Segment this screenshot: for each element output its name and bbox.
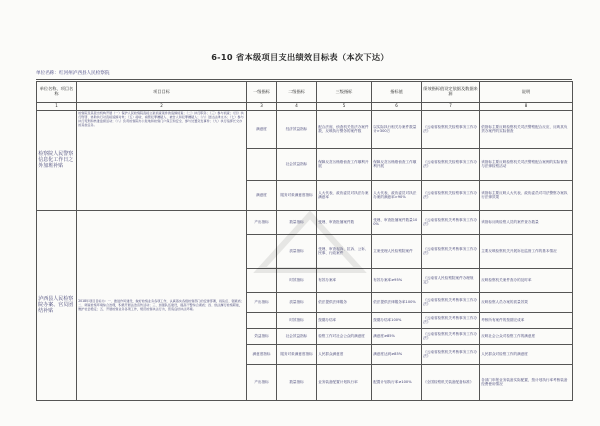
note-cell: 该指标反映检察人员的案件查办数量 [480,210,573,234]
value-cell: 受理、审查批捕案件数量100% [372,210,422,234]
basis-cell: 《云南省检察机关检察事务工作办法》 [422,180,480,210]
level3-cell: 配合法庭、侦查机关依法办案件数，反映执行警务的案件数 [317,110,372,148]
note-cell: 反映检察机关案件查办的及时率 [480,268,573,292]
note-cell: 反映社会公众对检察工作的满意度 [480,328,573,344]
value-cell: 有效办案率≥95% [372,268,422,292]
unit-underline [36,79,572,80]
basis-cell: 《云南省检察机关考核事务工作办法》 [422,292,480,312]
note-cell: 反映检察人员办案的质量效果 [480,292,573,312]
value-cell: 保障反贪污贿赂侦查工作顺利开展 [372,148,422,180]
performance-target-table [36,81,573,401]
project2-name: 泸西县人民检察院办案、官员团结补贴 [37,210,77,400]
unit-name: 单位名称：红河州泸西县人民检察院 [36,71,110,76]
value-cell: 满意度达到≥85% [372,344,422,364]
table-row [37,210,573,234]
level3-cell: 有效办案率 [317,268,372,292]
note-cell: 该指标主要反映人大代表、政协委员对司法警察办案执行法律效果 [480,180,573,210]
index-cell: 6 [372,102,422,110]
basis-cell: 《云南省检察机关检察事务工作办法》 [422,110,480,148]
level1-cell [247,148,277,180]
basis-cell: 《云南省人民检察院案件办理规定》 [422,268,480,292]
basis-cell: 《云南省检察机关考核事务工作办法》 [422,210,480,234]
project2-goal: 2018年项目目标为：一、推进作风建设，做好检察业务各项工作，认真落实各级检察部门的安排部署，抓队伍、强素质；二、调查检察环境综合治理，积极开展法治宣传活动；三、加强队伍建设，提高干警综合素质；四、依法履行检察职能，维护社会稳定；五、开展检察业务各项工作，规范检察执法行为，营造良好执法环境。 [77,210,247,400]
index-row [37,102,573,110]
level3-cell: 人民群众满意度 [317,344,372,364]
level1-cell [247,312,277,328]
index-cell: 5 [317,102,372,110]
note-cell: 该指标主要反映检察机关司法警察配合案例的实际督查与法律检察活动 [480,148,573,180]
basis-cell: 《全国检察机关装备配备标准》 [422,364,480,400]
value-cell: 依法提供法律服务率100% [372,292,422,312]
level3-cell: 按期办结率 [317,312,372,328]
header-row [37,82,573,103]
header-project-goal: 项目目标 [77,82,247,103]
note-cell: 考核所有案件的按期完成率 [480,312,573,328]
index-cell: 4 [277,102,317,110]
index-cell: 2 [77,102,247,110]
header-level2: 二级指标 [277,82,317,103]
level3-cell: 人大代表、政协委员对执法办案满意率 [317,180,372,210]
level2-cell: 社会效益指标 [277,328,317,344]
value-cell: 立案受理人民检察院案件 [372,234,422,268]
level1-cell [247,234,277,268]
note-cell: 人民群众对检察工作的满意度 [480,344,573,364]
level2-cell: 时效指标 [277,268,317,292]
level3-cell: 依法提供法律服务 [317,292,372,312]
value-cell: 满意度≥85% [372,328,422,344]
index-cell: 8 [480,102,573,110]
level3-cell: 保障反贪污贿赂侦查工作顺利开展 [317,148,372,180]
basis-cell: 《云南省检察机关考核事务工作办法》 [422,328,480,344]
level3-cell: 检察工作对社会公众的满意度 [317,328,372,344]
level1-cell: 产出指标 [247,364,277,400]
basis-cell: 《云南省检察机关检察事务工作办法》 [422,148,480,180]
header-note: 说明 [480,82,573,103]
index-cell: 3 [247,102,277,110]
basis-cell: 《云南省检察机关考核事务工作办法》 [422,344,480,364]
level1-cell: 满意度 [247,180,277,210]
value-cell: 配置计划执行率≥100% [372,364,422,400]
header-value: 指标值 [372,82,422,103]
level2-cell: 社会效益指标 [277,148,317,180]
header-level3: 三级指标 [317,82,372,103]
note-cell: 各部门申报业务装备实际配置，按计划执行率考核装备经费使用情况 [480,364,573,400]
level1-cell: 满意度指标 [247,344,277,364]
note-cell: 主要反映检察机关开展诉讼监督工作的基本情况 [480,234,573,268]
header-unit-project: 单位名称、项目名称 [37,82,77,103]
document-title: 6-10 省本级项目支出绩效目标表（本次下达） [211,52,389,62]
value-cell: 按期办结率100% [372,312,422,328]
level2-cell: 经济效益指标 [277,110,317,148]
header-basis: 绩效指标值设定依据及数据来源 [422,82,480,103]
level1-cell [247,268,277,292]
level2-cell: 质量指标 [277,234,317,268]
level2-cell: 服务对象满意度指标 [277,344,317,364]
level3-cell: 受理、审查起诉、抗诉、公诉、民事、行政案件 [317,234,372,268]
level2-cell: 质量指标 [277,292,317,312]
value-cell: 人大代表、政协委员对执法办案的满意率>90% [372,180,422,210]
level1-cell: 产出指标 [247,210,277,234]
level2-cell: 数量指标 [277,210,317,234]
level1-cell: 满意度 [247,110,277,148]
level3-cell: 业务装备配置计划执行率 [317,364,372,400]
project1-goal: 检察院及其派出机构开展（一）保护人民检察院直接立案侦查案件的追缉侦查；（二）执行职务；（三）参与侦查；（四）执行刑罚、协助执行对直接追缉对象；（五）接收、看管犯罪嫌疑人、被告人和犯罪嫌疑人；（六）送达法律文书；（七）参与执行死刑和核准监督活动；（八）负责检察院办公驻地和检察门户保卫和安全、参与处置突发事件；（九）执行指挥长交办的其他任务。 [77,110,247,210]
table-row [37,110,573,148]
level2-cell: 时效指标 [277,312,317,328]
header-level1: 一级指标 [247,82,277,103]
level3-cell: 受理、审查批捕案件数 [317,210,372,234]
value-cell: 以实际执行相关办案件数量计>300万 [372,110,422,148]
basis-cell: 《云南省检察机关考核事务工作办法》 [422,312,480,328]
level1-cell: 效益指标 [247,328,277,344]
index-cell: 1 [37,102,77,110]
project1-name: 检察院人民警察信息化工作日之外加班补贴 [37,110,77,210]
note-cell: 依指标主要反映检察机关司法警察配合反应，反映其负责办案件的实际督查 [480,110,573,148]
basis-cell: 《云南省检察机关考核事务工作办法》 [422,234,480,268]
level2-cell: 服务对象满意度指标 [277,180,317,210]
level1-cell: 产出指标 [247,292,277,312]
index-cell: 7 [422,102,480,110]
level2-cell: 数量指标 [277,364,317,400]
